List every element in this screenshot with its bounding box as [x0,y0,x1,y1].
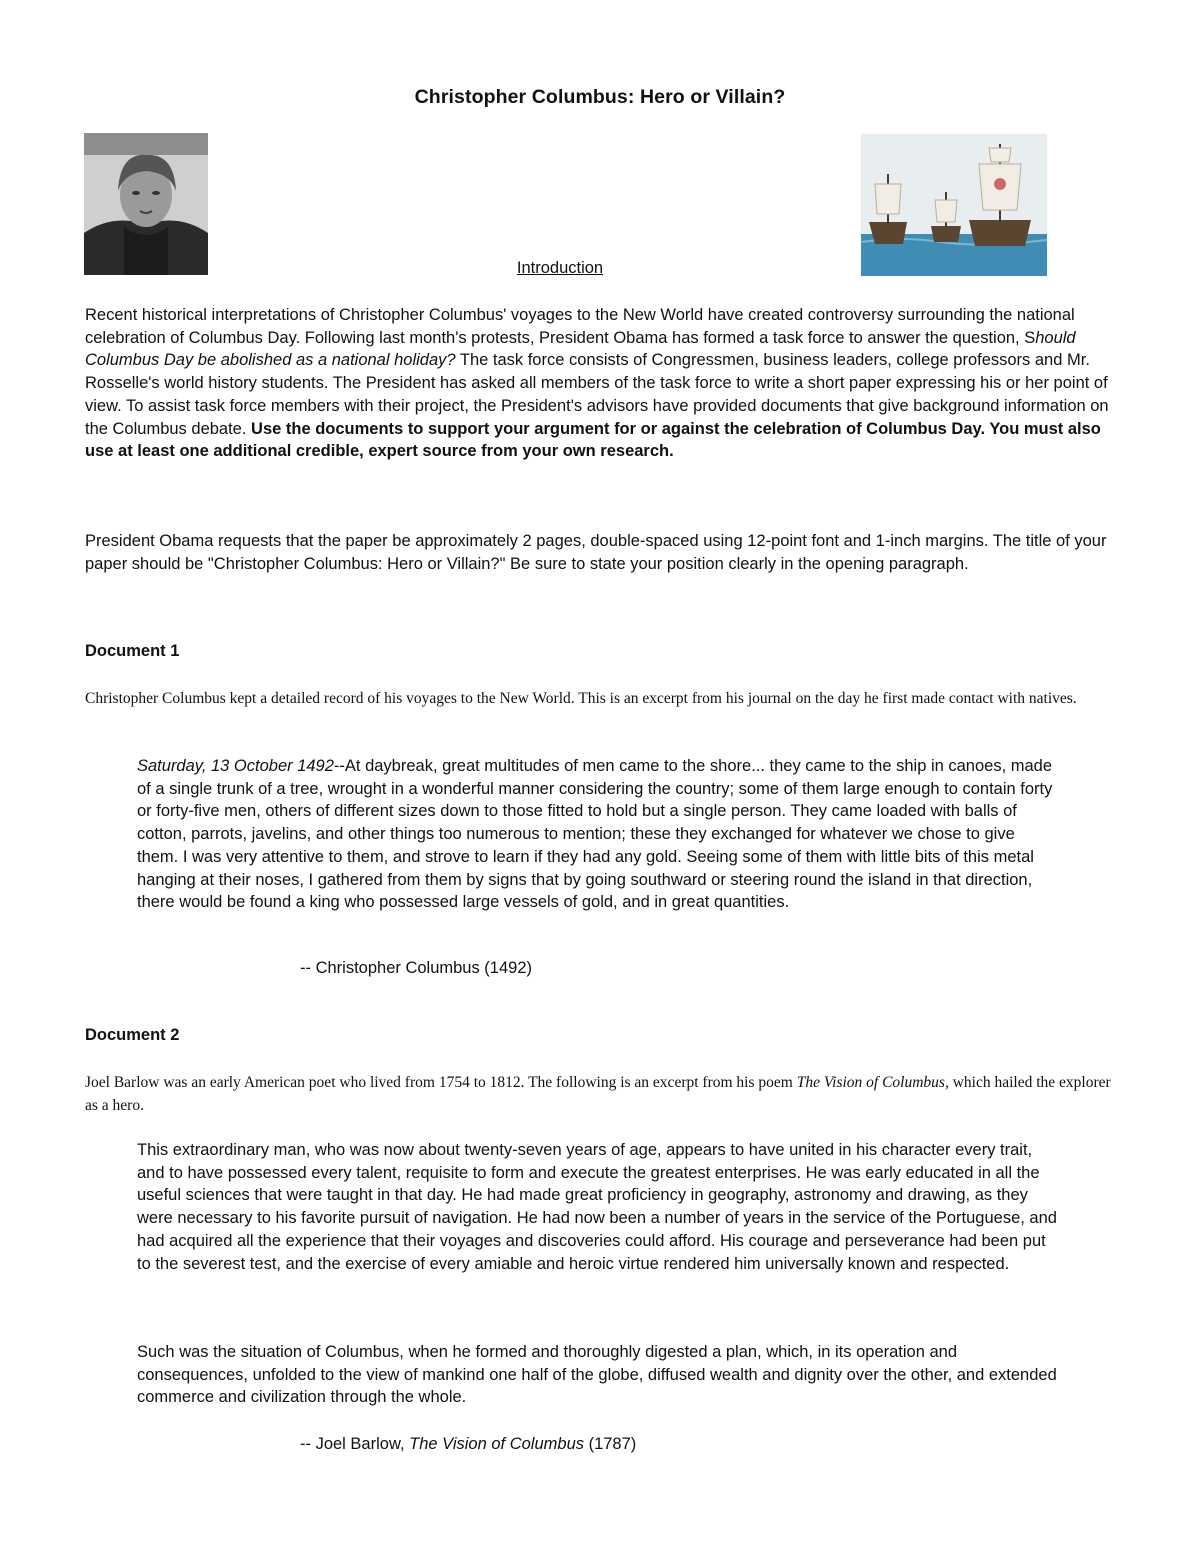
document-2-heading: Document 2 [85,1026,180,1044]
introduction-paragraph: Recent historical interpretations of Christopher Columbus' voyages to the New World have created controversy surrounding the national celebration of Columbus Day. Following last month's protests, President Obama has formed a task force to answer the question, Should Columbus Day be abolished as a national holiday? The task force consists of Congressmen, business leaders, college professors and Mr. Rosselle's world history students. The President has asked all members of the task force to write a short paper expressing his or her point of view. To assist task force members with their project, the President's advisors have provided documents that give background information on the Columbus debate. Use the documents to support your argument for or against the celebration of Columbus Day. You must also use at least one additional credible, expert source from your own research. [85,306,1109,461]
page-title: Christopher Columbus: Hero or Villain? [414,86,786,108]
document-2-citation: -- Joel Barlow, The Vision of Columbus (1787) [300,1435,637,1453]
introduction-heading: Introduction [516,259,604,277]
document-1-citation: -- Christopher Columbus (1492) [300,959,533,977]
document-2-quote-paragraph-1: This extraordinary man, who was now about twenty-seven years of age, appears to have united in his character every trait, and to have possessed every talent, requisite to form and execute the greatest enterprises. He was early educated in all the useful sciences that were taught in that day. He had made great proficiency in geography, astronomy and drawing, as they were necessary to his favorite pursuit of navigation. He had now been a number of years in the service of the Portuguese, and had acquired all the experience that their voyages and discoveries could afford. His courage and perseverance had been put to the severest test, and the exercise of every amiable and heroic virtue rendered him universally known and respected. [137,1141,1057,1273]
document-2-intro: Joel Barlow was an early American poet who lived from 1754 to 1812. The following is an excerpt from his poem The Vision of Columbus, which hailed the explorer as a hero. [85,1074,1111,1114]
document-1-intro: Christopher Columbus kept a detailed record of his voyages to the New World. This is an excerpt from his journal on the day he first made contact with natives. [85,690,1077,707]
document-1-heading: Document 1 [85,642,180,660]
document-1-quote: Saturday, 13 October 1492--At daybreak, great multitudes of men came to the shore... they came to the ship in canoes, made of a single trunk of a tree, wrought in a wonderful manner considering the country; some of them large enough to contain forty or forty-five men, others of different sizes down to those fitted to hold but a single person. They came loaded with balls of cotton, parrots, javelins, and other things too numerous to mention; these they exchanged for whatever we chose to give them. I was very attentive to them, and strove to learn if they had any gold. Seeing some of them with little bits of this metal hanging at their noses, I gathered from them by signs that by going southward or steering round the island in that direction, there would be found a king who possessed large vessels of gold, and in great quantities. [137,757,1053,912]
columbus-portrait-image [84,133,208,275]
paper-requirements-paragraph: President Obama requests that the paper be approximately 2 pages, double-spaced using 12-point font and 1-inch margins. The title of your paper should be "Christopher Columbus: Hero or Villain?" Be sure to state your position clearly in the opening paragraph. [85,532,1107,573]
ships-image [861,134,1047,276]
document-2-quote-paragraph-2: Such was the situation of Columbus, when he formed and thoroughly digested a plan, which, in its operation and consequences, unfolded to the view of mankind one half of the globe, diffused wealth and dignity over the other, and extended commerce and civilization through the whole. [137,1343,1057,1407]
